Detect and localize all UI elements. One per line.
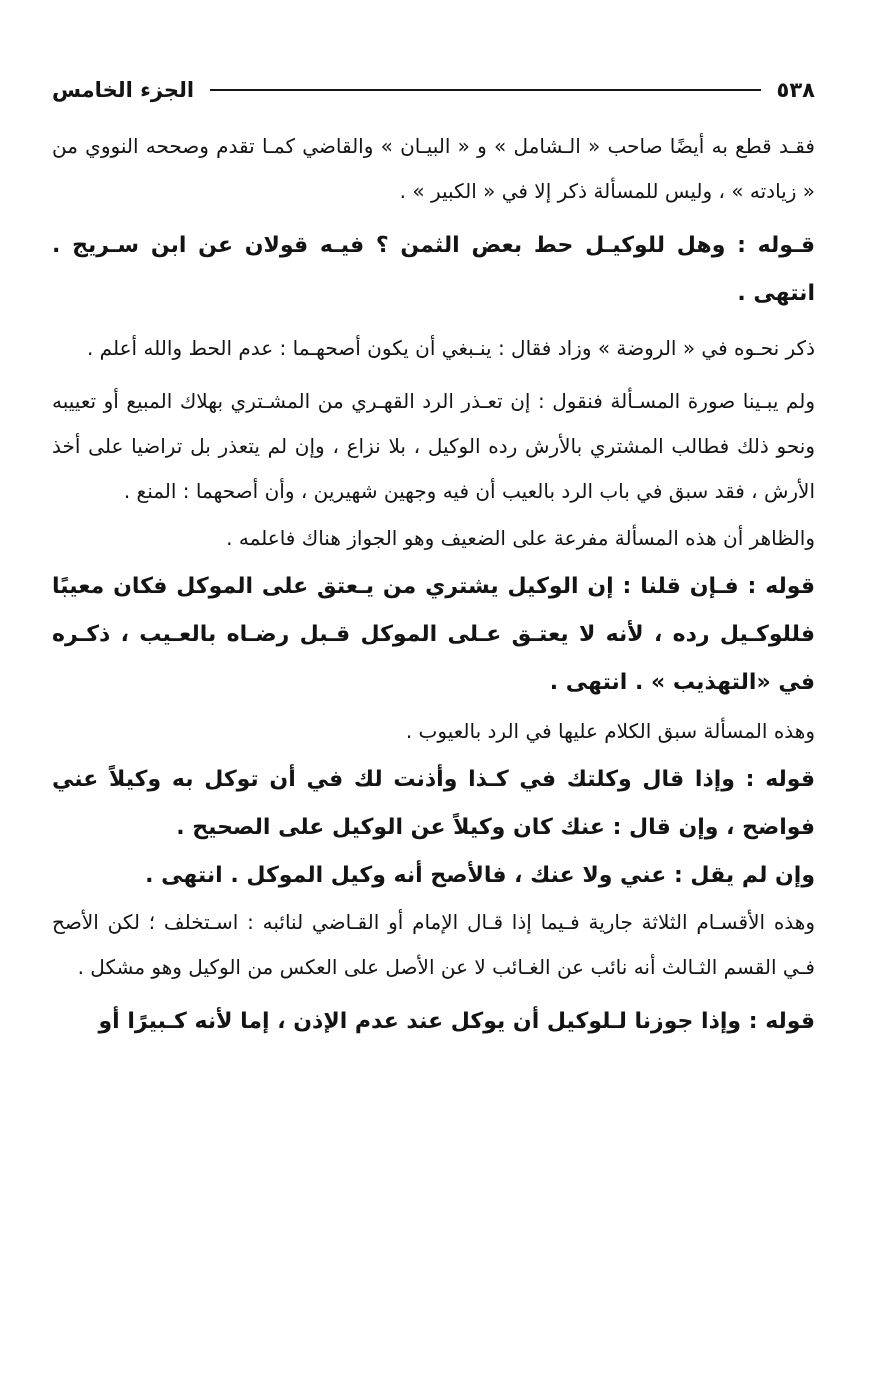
paragraph: وهذه المسألة سبق الكلام عليها في الرد بالعيوب .: [405, 719, 815, 743]
paragraph: ذكر نحـوه في « الروضة » وزاد فقال : ينـبغي أن يكون أصحهـما : عدم الحط والله أعلم .: [86, 336, 815, 360]
header-rule: [210, 89, 760, 91]
paragraph: والظاهر أن هذه المسألة مفرعة على الضعيف وهو الجواز هناك فاعلمه .: [226, 526, 815, 550]
paragraph: فقـد قطع به أيضًا صاحب « الـشامل » و « البيـان » والقاضي كمـا تقدم وصححه النووي من « زيادته » ، وليس للمسألة ذكر إلا في « الكبير » .: [52, 134, 815, 203]
quoted-statement: وإن لم يقل : عني ولا عنك ، فالأصح أنه وكيل الموكل . انتهى .: [145, 863, 815, 888]
body-text: [52, 124, 815, 1046]
quoted-statement: قوله : فـإن قلنا : إن الوكيل يشتري من يـعتق على الموكل فكان معيبًا فللوكـيل رده ، لأنه لا يعتـق عـلى الموكل قـبل رضـاه بالعـيب ، ذكـره في «التهذيب » . انتهى .: [52, 574, 815, 695]
paragraph: وهذه الأقسـام الثلاثة جارية فـيما إذا قـال الإمام أو القـاضي لنائبه : اسـتخلف ؛ لكن الأصح فـي القسم الثـالث أنه نائب عن الغـائب لا عن الأصل على العكس من الوكيل وهو مشكل .: [52, 910, 815, 979]
page-number: ٥٣٨: [776, 78, 815, 102]
quoted-statement: قـوله : وهل للوكيـل حط بعض الثمن ؟ فيـه قولان عن ابن سـريج . انتهى .: [52, 233, 815, 306]
running-title: الجزء الخامس: [52, 78, 195, 102]
quoted-statement: قوله : وإذا قال وكلتك في كـذا وأذنت لك في أن توكل به وكيلاً عني فواضح ، وإن قال : عنك كان وكيلاً عن الوكيل على الصحيح .: [52, 767, 815, 840]
quoted-statement: قوله : وإذا جوزنا لـلوكيل أن يوكل عند عدم الإذن ، إما لأنه كـبيرًا أو: [98, 1009, 815, 1034]
paragraph: ولم يبـينا صورة المسـألة فنقول : إن تعـذر الرد القهـري من المشـتري بهلاك المبيع أو تعييبه ونحو ذلك فطالب المشتري بالأرش رده الوكيل ، بلا نزاع ، وإن لم يتعذر بل تراضيا على أخذ الأرش ، فقد سبق في باب الرد بالعيب أن فيه وجهين شهيرين ، وأن أصحهما : المنع .: [52, 389, 815, 503]
page-header: [52, 72, 815, 108]
